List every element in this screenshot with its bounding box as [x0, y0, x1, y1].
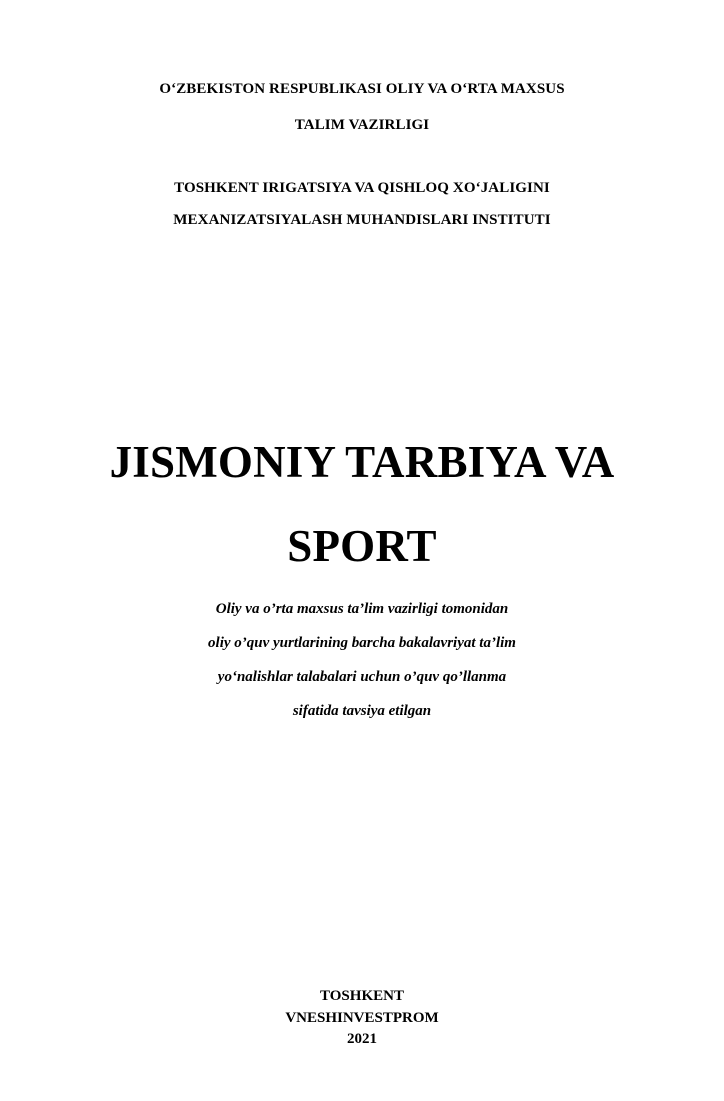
institute-name-line-2: MEXANIZATSIYALASH MUHANDISLARI INSTITUTI — [173, 212, 551, 228]
imprint-city: TOSHKENT — [320, 988, 404, 1004]
approval-note-line-2: oliy o’quv yurtlarining barcha bakalavriyat ta’lim — [208, 635, 516, 651]
imprint-year: 2021 — [347, 1031, 377, 1047]
institute-name-line-1: TOSHKENT IRIGATSIYA VA QISHLOQ XO‘JALIGINI — [174, 180, 550, 196]
approval-note-line-4: sifatida tavsiya etilgan — [292, 703, 432, 719]
book-title-line-2: SPORT — [287, 521, 437, 571]
ministry-name-line-2: TALIM VAZIRLIGI — [294, 117, 430, 133]
approval-note-line-1: Oliy va o’rta maxsus ta’lim vazirligi tomonidan — [215, 601, 509, 617]
imprint-publisher: VNESHINVESTPROM — [285, 1010, 439, 1026]
approval-note-line-3: yo‘nalishlar talabalari uchun o’quv qo’llanma — [217, 669, 507, 685]
book-title-line-1: JISMONIY TARBIYA VA — [109, 437, 615, 487]
ministry-name-line-1: O‘ZBEKISTON RESPUBLIKASI OLIY VA O‘RTA MAXSUS — [159, 81, 565, 97]
